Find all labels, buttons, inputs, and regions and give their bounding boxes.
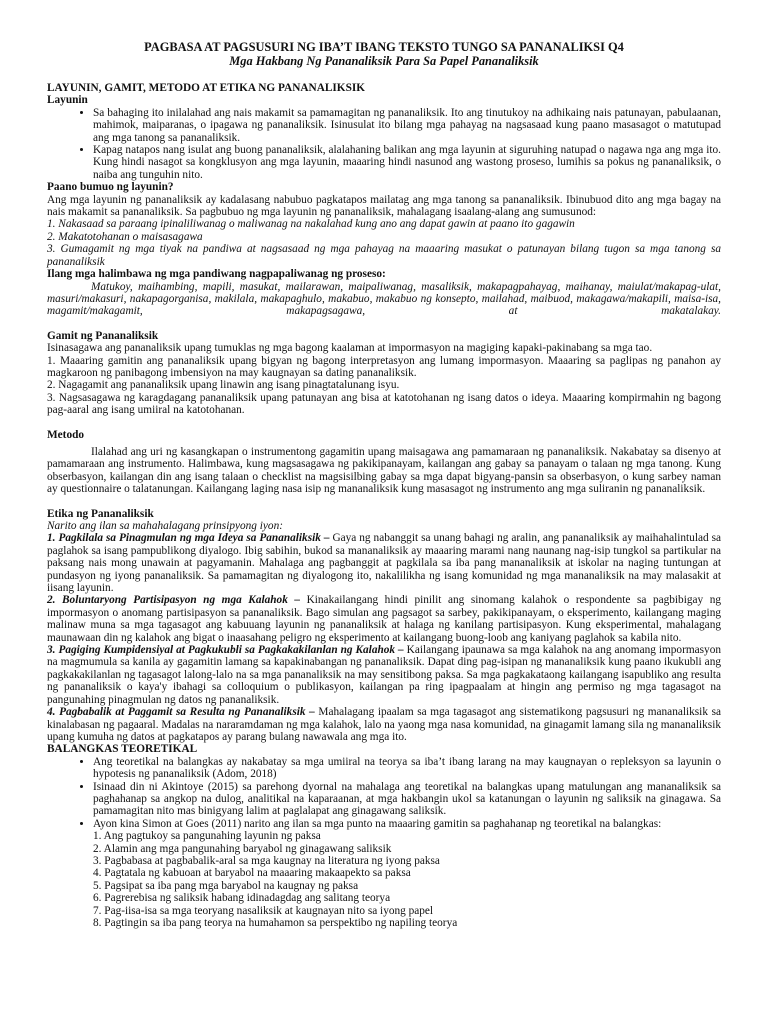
balangkas-step: 2. Alamin ang mga pangunahing baryabol ng ginagawang saliksik [93, 842, 392, 855]
layunin-bullet: • Kapag natapos nang isulat ang buong pananaliksik, alalahaning balikan ang mga layunin at siguruhing natupad o nagawa nga ang mga ito. Kung hindi nasagot sa kongklusyon ang mga layunin, maaaring hindi nasunod ang wastong proseso, lumihis sa pokus ng pananaliksik, o naiba ang tunguhin nito. [93, 144, 721, 181]
document-title: PAGBASA AT PAGSUSURI NG IBA’T IBANG TEKSTO TUNGO SA PANANALIKSI Q4 [144, 40, 624, 54]
balangkas-bullet-list [47, 756, 721, 930]
document-page [47, 40, 721, 929]
etika-intro: Narito ang ilan sa mahahalagang prinsipyong iyon: [47, 520, 283, 532]
balangkas-step: 7. Pag-iisa-isa sa mga teoryang nasaliksik at kaugnayan nito sa iyong papel [93, 904, 434, 917]
halimbawa-text: Matukoy, maihambing, mapili, masukat, mailarawan, maipaliwanag, masaliksik, makapagpahayag, maihanay, maiulat/makapag-ulat, masuri/makasuri, nakapagorganisa, makilala, makapaghulo, makabuo, makabuo ng konsepto, mailahad, maibuod, makagawa/makapili, maisa-isa, magamit/makagamit, makapagsagawa, at makatalakay. [47, 280, 721, 318]
etika-item [47, 644, 721, 706]
document-subtitle: Mga Hakbang Ng Pananaliksik Para Sa Papel Pananaliksik [229, 54, 539, 68]
layunin-bullet: • Sa bahaging ito inilalahad ang nais makamit sa pamamagitan ng pananaliksik. Ito ang tinutukoy na adhikaing nais patunayan, pabulaanan, mahimok, maiparanas, o ipagawa ng pananaliksik. Isinusulat ito bilang mga pahayag na nagsasaad kung paano masasagot o matutupad ang mga tanong sa pananaliksik. [93, 107, 721, 144]
paano-item: 1. Nakasaad sa paraang ipinaliliwanag o maliwanag na nakalahad kung ano ang dapat gawin at paano ito gagawin [47, 218, 575, 231]
paano-item: 2. Makatotohanan o maisasagawa [47, 230, 203, 243]
balangkas-bullet [93, 818, 721, 930]
layunin-bullet-list [47, 107, 721, 181]
paano-item: 3. Gumagamit ng mga tiyak na pandiwa at nagsasaad ng mga pahayag na maaaring masukat o patunayan bilang tugon sa mga tanong sa pananaliksik [47, 243, 721, 268]
paano-heading: Paano bumuo ng layunin? [47, 181, 174, 194]
metodo-heading: Metodo [47, 428, 85, 441]
etika-heading: Etika ng Pananaliksik [47, 507, 154, 520]
balangkas-bullet: • Isinaad din ni Akintoye (2015) sa parehong dyornal na mahalaga ang teoretikal na balangkas upang matulungan ang mananaliksik sa paghahanap sa angkop na dulog, analitikal na kaparaanan, at mga hakbangin ukol sa katanungan o layunin ng saliksik na ginagawa. Sa pamamagitan nito mas binigyang lalim at paglalapat ang ginagawang saliksik. [93, 781, 721, 818]
balangkas-step: 5. Pagsipat sa iba pang mga baryabol na kaugnay ng paksa [93, 879, 359, 892]
gamit-intro: Isinasagawa ang pananaliksik upang tumuklas ng mga bagong kaalaman at impormasyon na magiging kapaki-pakinabang sa mga tao. [47, 342, 653, 355]
etika-item [47, 594, 721, 644]
balangkas-step: 8. Pagtingin sa iba pang teorya na humahamon sa perspektibo ng napiling teorya [93, 917, 458, 929]
etika-item-label: 3. Pagiging Kumpidensiyal at Pagkukubli sa Pagkakakilanlan ng Kalahok – [47, 644, 404, 657]
etika-item [47, 706, 721, 743]
gamit-item: 3. Nagsasagawa ng karagdagang pananaliksik upang patunayan ang bisa at katotohanan ng isang datos o ideya. Maaaring kompirmahin ng bagong pag-aaral ang isang umiiral na katotohanan. [47, 391, 721, 417]
balangkas-step: 3. Pagbabasa at pagbabalik-aral sa mga kaugnay na literatura ng iyong paksa [93, 854, 440, 867]
etika-item-text: Kailangang ipaunawa sa mga kalahok na ang anomang impormasyon na magmumula sa kanila ay gagamitin lamang sa kapakinabangan ng pananaliksik. Dapat ding pag-isipan ng mananaliksik kung paano ikukubli ang pagkakakilanlan ng tagasagot lalong-lalo na sa mga pananaliksik na may sensitibong paksa. Sa mga pagkakataong kailangang isapubliko ang resulta ng pananaliksik o kaya'y ibahagi sa colloquium o publikasyon, kailangan pa ring ipagpaalam at hingin ang permiso ng mga tagasagot na pangunahing pinagmulan ng datos ng pananaliksik. [47, 644, 721, 706]
section-heading-layunin-gamit: LAYUNIN, GAMIT, METODO AT ETIKA NG PANANALIKSIK [47, 82, 366, 94]
etika-item-text: Mahalagang ipaalam sa mga tagasagot ang sistematikong pagsusuri ng mananaliksik sa kinalabasan ng pagaaral. Madalas na nararamdaman ng mga kalahok, lalo na yaong mga nasa komunidad, na ginagamit lamang sila ng mananaliksik upang kumuha ng datos at pagkatapos ay parang bulang nawawala ang mga ito. [47, 706, 721, 743]
halimbawa-heading: Ilang mga halimbawa ng mga pandiwang nagpapaliwanag ng proseso: [47, 268, 386, 281]
paano-text: Ang mga layunin ng pananaliksik ay kadalasang nabubuo pagkatapos mailatag ang mga tanong sa pananaliksik. Ibinubuod dito ang mga bagay na nais makamit sa pananaliksik. Sa pagbubuo ng mga layunin ng pananaliksik, mahalagang isaalang-alang ang sumusunod: [47, 193, 721, 219]
etika-item-label: 1. Pagkilala sa Pinagmulan ng mga Ideya sa Pananaliksik – [47, 532, 330, 545]
balangkas-step: 6. Pagrerebisa ng saliksik habang idinadagdag ang salitang teorya [93, 892, 391, 905]
balangkas-bullet-text: Ayon kina Simon at Goes (2011) narito ang ilan sa mga punto na maaaring gamitin sa paghahanap ng teoretikal na balangkas: [93, 817, 662, 830]
balangkas-step-list [93, 830, 721, 929]
etika-item [47, 532, 721, 594]
balangkas-heading: BALANGKAS TEORETIKAL [47, 743, 198, 756]
etika-item-text: Gaya ng nabanggit sa unang bahagi ng aralin, ang pananaliksik ay maihahalintulad sa paglahok sa isang pampublikong diyalogo. Ibig sabihin, bukod sa mananaliksik ay maaaring marami nang naunang nag-isip tungkol sa partikular na paksang nais mong unawain at pagyamanin. Mahalaga ang pagbanggit at pagkilala sa iba pang mananaliksik at iskolar na naging tuntungan at pundasyon ng iyong pananaliksik. Sa pamamagitan ng diyalogong ito, nakalilikha ng isang komunidad ng mga mananaliksik na may malasakit at iisang layunin. [47, 532, 722, 595]
etika-item-label: 4. Pagbabalik at Paggamit sa Resulta ng Pananaliksik – [47, 706, 315, 719]
balangkas-step: 1. Ang pagtukoy sa pangunahing layunin ng paksa [93, 830, 321, 843]
layunin-heading: Layunin [47, 94, 88, 107]
gamit-heading: Gamit ng Pananaliksik [47, 329, 159, 342]
balangkas-step: 4. Pagtatala ng kabuoan at baryabol na maaaring makaapekto sa paksa [93, 867, 411, 880]
gamit-item: 2. Nagagamit ang pananaliksik upang linawin ang isang pinagtatalunang isyu. [47, 379, 400, 392]
etika-item-label: 2. Boluntaryong Partisipasyon ng mga Kalahok – [47, 594, 301, 607]
balangkas-bullet: • Ang teoretikal na balangkas ay nakabatay sa mga umiiral na teorya sa iba’t ibang larang na may kaugnayan o repleksyon sa layunin o hypotesis ng pananaliksik (Adom, 2018) [93, 756, 721, 781]
metodo-text: Ilalahad ang uri ng kasangkapan o instrumentong gagamitin upang maisagawa ang pamamaraan ng pananaliksik. Nakabatay sa disenyo at pamamaraan ang instrumento. Halimbawa, kung magsasagawa ng pakikipanayam, kailangan ang gabay sa panayam o talaan ng mga tanong. Kung obserbasyon, kailangan din ang isang talaan o checklist na magsisilbing gabay sa mga dapat bigyang-pansin sa obserbasyon, o kung sarbey naman ay questionnaire o talatanungan. Kailangang laging nasa isip ng mananaliksik kung masasagot ng instrumento ang mga suliranin ng pananaliksik. [47, 445, 721, 496]
etika-item-text: Kinakailangang hindi pinilit ang sinomang kalahok o respondente sa pagbibigay ng impormasyon o anomang partisipasyon sa pananaliksik. Bago simulan ang pagsagot sa sarbey, pakikipanayam, o eksperimento, kailangang maging malinaw muna sa mga tagasagot ang kabuuang layunin ng pananaliksik at halaga ng kanilang partisipasyon. Kung eksperimental, mahalagang maunawaan din ng kalahok ang bigat o inaasahang peligro ng eksperimento at kailangang buong-loob ang kaniyang paglahok sa kabila nito. [47, 594, 721, 644]
gamit-item: 1. Maaaring gamitin ang pananaliksik upang bigyan ng bagong interpretasyon ang lumang impormasyon. Maaaring sa paglipas ng panahon ay magkaroon ng panibagong imbensiyon na may kaugnayan sa dating pananaliksik. [47, 354, 721, 379]
